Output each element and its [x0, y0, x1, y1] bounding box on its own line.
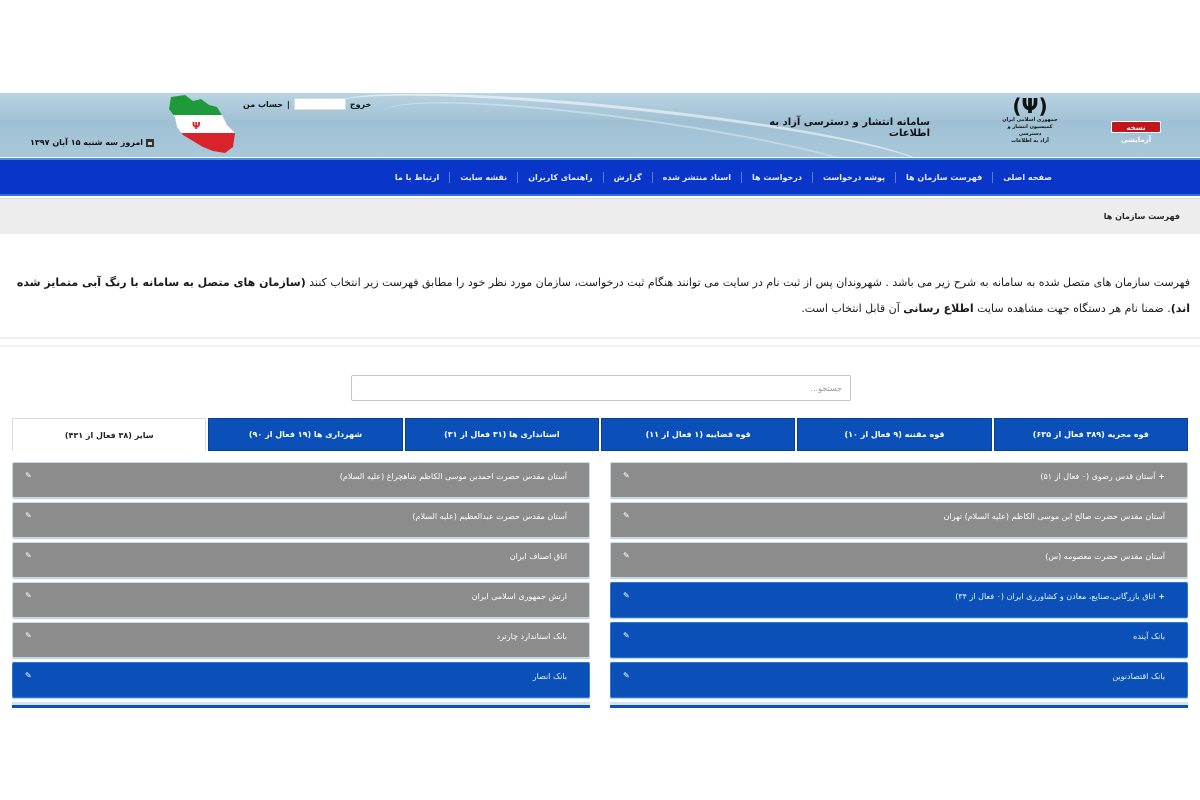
date-text: امروز سه شنبه ۱۵ آبان ۱۳۹۷: [30, 138, 144, 147]
intro-bold-2: اطلاع رسانی: [903, 302, 974, 315]
iran-flag-map-icon: [165, 95, 237, 155]
org-row-partial[interactable]: [12, 702, 590, 708]
org-label[interactable]: بانک آینده: [1133, 632, 1165, 641]
link-icon[interactable]: ✎: [623, 631, 630, 640]
nav-item-request-folder[interactable]: پوشه درخواست: [822, 173, 886, 182]
link-icon[interactable]: ✎: [623, 551, 630, 560]
expand-plus-icon[interactable]: +: [1158, 592, 1165, 601]
org-label[interactable]: +اتاق بازرگانی،صنایع، معادن و کشاورزی ایران (۰ فعال از ۳۴): [955, 592, 1165, 601]
org-label[interactable]: اتاق اصناف ایران: [509, 552, 567, 561]
nav-divider: [741, 172, 742, 183]
my-account-link[interactable]: حساب من: [243, 99, 283, 109]
link-icon[interactable]: ✎: [25, 671, 32, 680]
tab-legislative[interactable]: قوه مقننه (۹ فعال از ۱۰): [797, 418, 991, 451]
emblem-caption-1: جمهوری اسلامی ایران: [1002, 117, 1058, 123]
link-icon[interactable]: ✎: [623, 671, 630, 680]
org-row[interactable]: [12, 622, 590, 658]
tab-municipalities[interactable]: شهرداری ها (۱۹ فعال از ۹۰): [208, 418, 402, 451]
org-label[interactable]: ارتش جمهوری اسلامی ایران: [471, 592, 567, 601]
tab-governorates[interactable]: استانداری ها (۳۱ فعال از ۳۱): [405, 418, 599, 451]
link-icon[interactable]: ✎: [25, 631, 32, 640]
nav-item-requests[interactable]: درخواست ها: [752, 173, 802, 182]
org-row[interactable]: [12, 502, 590, 538]
divider: [0, 345, 1200, 347]
link-icon[interactable]: ✎: [25, 551, 32, 560]
organization-list: [12, 462, 1188, 708]
intro-part-2: . ضمنا نام هر دستگاه جهت مشاهده سایت: [973, 302, 1171, 315]
link-icon[interactable]: ✎: [623, 511, 630, 520]
tab-executive[interactable]: قوه مجریه (۳۸۹ فعال از ۶۳۵): [994, 418, 1188, 451]
calendar-icon: [146, 139, 154, 147]
org-row[interactable]: [12, 462, 590, 498]
site-title: سامانه انتشار و دسترسی آزاد به اطلاعات: [769, 117, 930, 139]
nav-divider: [603, 172, 604, 183]
org-row[interactable]: [610, 502, 1188, 538]
nav-divider: [895, 172, 896, 183]
org-label[interactable]: آستان مقدس حضرت صالح ابن موسی الکاظم (علیه السلام) تهران: [943, 512, 1165, 521]
nav-item-published-docs[interactable]: اسناد منتشر شده: [662, 173, 732, 182]
org-row[interactable]: [12, 582, 590, 618]
link-icon[interactable]: ✎: [25, 471, 32, 480]
nav-item-report[interactable]: گزارش: [613, 173, 642, 182]
org-label[interactable]: آستان مقدس حضرت احمدبن موسی الکاظم شاهچراغ (علیه السلام): [339, 472, 567, 481]
emblem-logo: [1000, 95, 1060, 153]
intro-part-3: آن قابل انتخاب است.: [801, 302, 904, 315]
org-label[interactable]: بانک اقتصادنوین: [1112, 672, 1165, 681]
org-row-connected[interactable]: [610, 662, 1188, 698]
nav-divider: [992, 172, 993, 183]
nav-divider: [812, 172, 813, 183]
logout-link[interactable]: خروج: [349, 99, 372, 109]
nav-item-organizations[interactable]: فهرست سازمان ها: [906, 173, 983, 182]
link-icon[interactable]: ✎: [623, 471, 630, 480]
org-label[interactable]: آستان مقدس حضرت معصومه (س): [1045, 552, 1165, 561]
org-label[interactable]: +آستان قدس رضوی (۰ فعال از ۵۱): [1040, 472, 1165, 481]
tab-judiciary[interactable]: قوه قضاییه (۱ فعال از ۱۱): [601, 418, 795, 451]
site-header: [0, 93, 1200, 157]
username-box: [294, 98, 346, 110]
nav-item-home[interactable]: صفحه اصلی: [1003, 173, 1052, 182]
org-column-right: [610, 462, 1188, 708]
intro-part-1: فهرست سازمان های متصل شده به سامانه به شرح زیر می باشد . شهروندان پس از ثبت نام در سایت می توانند هنگام ثبت درخواست، سازمان مورد نظر خود را مطابق فهرست زیر انتخاب کنند: [305, 276, 1190, 289]
separator: |: [286, 99, 290, 109]
emblem-icon: (Ψ): [1012, 94, 1048, 118]
breadcrumb-current: فهرست سازمان ها: [1103, 212, 1180, 221]
intro-text: [8, 270, 1190, 322]
nav-item-sitemap[interactable]: نقشه سایت: [460, 173, 508, 182]
org-column-left: [12, 462, 590, 708]
beta-badge: نسخه آزمایشی: [1111, 121, 1161, 133]
svg-text:Ψ: Ψ: [192, 121, 201, 132]
tab-other[interactable]: سایر (۳۸ فعال از ۴۳۱): [12, 418, 206, 451]
org-row-partial[interactable]: [610, 702, 1188, 708]
org-row-connected[interactable]: [610, 622, 1188, 658]
today-date: [30, 138, 154, 147]
org-label[interactable]: بانک انصار: [532, 672, 567, 681]
nav-divider: [517, 172, 518, 183]
nav-divider: [449, 172, 450, 183]
divider: [0, 337, 1200, 339]
emblem-caption-2: کمیسیون انتشار و دسترسی: [1007, 124, 1053, 137]
org-row-connected[interactable]: [610, 582, 1188, 618]
breadcrumb: [0, 198, 1200, 234]
expand-plus-icon[interactable]: +: [1158, 472, 1165, 481]
nav-item-contact[interactable]: ارتباط با ما: [394, 173, 440, 182]
link-icon[interactable]: ✎: [25, 591, 32, 600]
org-label[interactable]: آستان مقدس حضرت عبدالعظیم (علیه السلام): [412, 512, 567, 521]
org-row-connected[interactable]: [12, 662, 590, 698]
org-row[interactable]: [610, 542, 1188, 578]
link-icon[interactable]: ✎: [623, 591, 630, 600]
org-row[interactable]: [610, 462, 1188, 498]
link-icon[interactable]: ✎: [25, 511, 32, 520]
intro-bold-1: (سازمان های متصل به سامانه با رنگ آبی متمایز شده اند): [16, 276, 1190, 315]
main-nav: [0, 158, 1200, 196]
org-label[interactable]: بانک استاندارد چارترد: [496, 632, 567, 641]
org-row[interactable]: [12, 542, 590, 578]
emblem-caption-3: آزاد به اطلاعات: [1011, 138, 1049, 144]
nav-item-user-guide[interactable]: راهنمای کاربران: [528, 173, 593, 182]
search-input[interactable]: [351, 375, 851, 401]
user-area: [243, 97, 371, 111]
nav-divider: [652, 172, 653, 183]
category-tabs: [12, 418, 1188, 451]
